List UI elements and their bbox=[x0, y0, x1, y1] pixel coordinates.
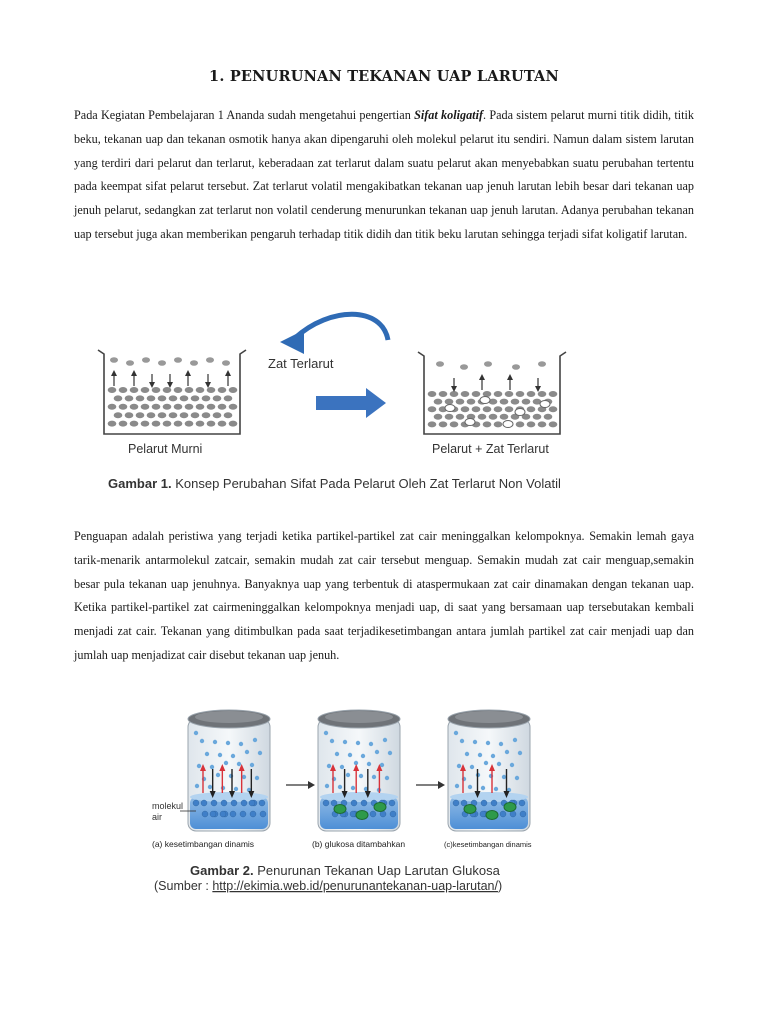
solvent-particle bbox=[456, 414, 465, 420]
solvent-particle bbox=[500, 399, 509, 405]
vapor-molecule bbox=[454, 731, 458, 735]
vapor-molecule bbox=[473, 740, 477, 744]
vapor-molecule bbox=[195, 784, 199, 788]
solvent-particle bbox=[191, 395, 200, 401]
solvent-particle bbox=[119, 421, 128, 427]
solvent-particle bbox=[434, 399, 443, 405]
curved-arrow-icon bbox=[295, 314, 388, 340]
vapor-molecule bbox=[518, 751, 522, 755]
paragraph-intro-rest: . Pada sistem pelarut murni titik didih, titik beku, tekanan uap dan tekanan osmotik hanya akan dipengaruhi oleh molekul pelarut itu sendiri. Namun dalam sistem larutan yang terdiri dari pelarut dan terlarut, keberadaan zat terlarut dalam suatu pelarut akan menyebabkan suatu perubahan tertentu pada keempat sifat pelarut tersebut. Zat terlarut volatil mengakibatkan tekanan uap jenuh larutan lebih besar dari tekanan uap jenuh pelarut, sedangkan zat terlarut non volatil cenderung menurunkan tekanan uap jenuh larutan. Adanya perubahan tekanan uap tersebut juga akan memberikan pengaruh terhadap titik didih dan titik beku larutan sehingga terjadi sifat koligatif larutan. bbox=[74, 108, 694, 241]
solvent-particle bbox=[527, 391, 536, 397]
panel-label-b: (b) glukosa ditambahkan bbox=[312, 839, 406, 849]
water-molecule bbox=[351, 800, 357, 806]
water-molecule bbox=[202, 811, 208, 817]
vapor-molecule bbox=[367, 762, 371, 766]
vapor-molecule bbox=[494, 787, 498, 791]
solvent-particle bbox=[152, 404, 161, 410]
solute-particle bbox=[445, 405, 455, 412]
water-surface bbox=[450, 792, 528, 802]
vapor-molecule bbox=[327, 764, 331, 768]
solvent-particle bbox=[505, 391, 514, 397]
solvent-particle bbox=[174, 421, 183, 427]
vapor-molecule bbox=[455, 784, 459, 788]
label-pelarut-zat-terlarut: Pelarut + Zat Terlarut bbox=[432, 442, 549, 456]
vapor-molecule bbox=[239, 742, 243, 746]
solvent-particle bbox=[114, 412, 123, 418]
water-molecule bbox=[211, 800, 217, 806]
solvent-particle bbox=[174, 404, 183, 410]
vapor-molecule bbox=[383, 738, 387, 742]
vapor-molecule bbox=[343, 740, 347, 744]
solvent-particle bbox=[483, 406, 492, 412]
solvent-particle bbox=[218, 404, 227, 410]
term-sifat-koligatif: Sifat koligatif bbox=[414, 108, 484, 122]
water-molecule bbox=[231, 800, 237, 806]
panel-label-a: (a) kesetimbangan dinamis bbox=[152, 839, 255, 849]
vapor-molecule bbox=[468, 785, 472, 789]
glucose-molecule bbox=[486, 811, 498, 820]
solvent-particle bbox=[527, 406, 536, 412]
solvent-particle bbox=[136, 412, 145, 418]
solvent-particle bbox=[174, 387, 183, 393]
vapor-molecule bbox=[245, 750, 249, 754]
vapor-molecule bbox=[242, 775, 246, 779]
figure-1-caption-label: Gambar 1. bbox=[108, 476, 172, 491]
label-pelarut-murni: Pelarut Murni bbox=[128, 442, 203, 456]
solvent-particle bbox=[202, 395, 211, 401]
vapor-molecule bbox=[226, 741, 230, 745]
vapor-particle bbox=[512, 364, 520, 370]
vapor-molecule bbox=[460, 739, 464, 743]
vapor-molecule bbox=[502, 775, 506, 779]
water-surface bbox=[190, 792, 268, 802]
water-molecule bbox=[350, 811, 356, 817]
glucose-molecule bbox=[334, 805, 346, 814]
vapor-arrowhead-icon bbox=[535, 386, 541, 392]
solvent-particle bbox=[494, 421, 503, 427]
solvent-particle bbox=[108, 387, 117, 393]
solvent-particle bbox=[158, 412, 167, 418]
solvent-particle bbox=[152, 421, 161, 427]
vapor-molecule bbox=[478, 753, 482, 757]
vapor-molecule bbox=[470, 765, 474, 769]
solvent-particle bbox=[533, 414, 542, 420]
solvent-particle bbox=[213, 412, 222, 418]
figure-2-caption bbox=[190, 863, 501, 878]
solvent-particle bbox=[467, 399, 476, 405]
solvent-particle bbox=[461, 406, 470, 412]
solvent-particle bbox=[141, 421, 150, 427]
vapor-arrowhead-icon bbox=[225, 370, 231, 376]
vapor-molecule bbox=[250, 763, 254, 767]
solvent-particle bbox=[428, 406, 437, 412]
jar-a bbox=[188, 710, 270, 831]
solvent-particle bbox=[185, 387, 194, 393]
water-molecule bbox=[500, 811, 506, 817]
solvent-particle bbox=[169, 395, 178, 401]
solvent-particle bbox=[224, 412, 233, 418]
source-suffix: ) bbox=[497, 879, 503, 893]
solvent-particle bbox=[494, 391, 503, 397]
water-molecule bbox=[370, 811, 376, 817]
beaker-pure-solvent bbox=[98, 350, 246, 434]
solvent-particle bbox=[229, 421, 238, 427]
vapor-molecule bbox=[200, 739, 204, 743]
solvent-particle bbox=[511, 399, 520, 405]
glucose-molecule bbox=[356, 811, 368, 820]
water-molecule bbox=[390, 811, 396, 817]
jar-b bbox=[318, 710, 400, 831]
solvent-particle bbox=[180, 412, 189, 418]
solvent-particle bbox=[169, 412, 178, 418]
solute-particle bbox=[515, 409, 525, 416]
vapor-arrowhead-icon bbox=[131, 370, 137, 376]
vapor-molecule bbox=[351, 786, 355, 790]
vapor-molecule bbox=[205, 752, 209, 756]
solvent-particle bbox=[163, 421, 172, 427]
vapor-molecule bbox=[325, 784, 329, 788]
vapor-molecule bbox=[465, 752, 469, 756]
vapor-molecule bbox=[237, 762, 241, 766]
vapor-particle bbox=[460, 364, 468, 370]
paragraph-penguapan: Penguapan adalah peristiwa yang terjadi ketika partikel-partikel zat cair meninggalkan kelompoknya. Semakin lemah gaya tarik-menarik antarmolekul zatcair, semakin mudah zat cair tersebut menguap. Semakin mudah zat cair menguap,semakin besar pula tekanan uap jenuhnya. Banyaknya uap yang terbentuk di ataspermukaan zat cair dinamakan dengan tekanan uap. Ketika partikel-partikel zat cairmeninggalkan kelompoknya menjadi uap, di saat yang bersamaan uap tersebutakan kembali menjadi zat cair. Tekanan yang ditimbulkan pada saat terjadikesetimbangan antara jumlah partikel zat cair menjadi uap dan jumlah uap menjadizat cair disebut tekanan uap jenuh. bbox=[74, 529, 694, 662]
solvent-particle bbox=[130, 404, 139, 410]
solvent-particle bbox=[130, 421, 139, 427]
vapor-particle bbox=[190, 360, 198, 366]
solvent-particle bbox=[114, 395, 123, 401]
vapor-arrowhead-icon bbox=[149, 382, 155, 388]
vapor-molecule bbox=[497, 762, 501, 766]
vapor-molecule bbox=[218, 753, 222, 757]
source-link[interactable]: http://ekimia.web.id/penurunantekanan-uap-larutan/ bbox=[212, 879, 498, 893]
solvent-particle bbox=[439, 421, 448, 427]
vapor-molecule bbox=[513, 738, 517, 742]
glucose-molecule bbox=[464, 805, 476, 814]
solvent-particle bbox=[125, 395, 134, 401]
solvent-particle bbox=[549, 406, 558, 412]
vapor-particle bbox=[206, 357, 214, 363]
vapor-particle bbox=[158, 360, 166, 366]
vapor-molecule bbox=[324, 731, 328, 735]
solvent-particle bbox=[136, 395, 145, 401]
vapor-molecule bbox=[253, 738, 257, 742]
water-molecule bbox=[250, 811, 256, 817]
solvent-particle bbox=[229, 404, 238, 410]
solute-particle bbox=[465, 419, 475, 426]
water-molecule bbox=[323, 800, 329, 806]
water-molecule bbox=[491, 800, 497, 806]
figure-2-source bbox=[154, 879, 502, 893]
solvent-particle bbox=[152, 387, 161, 393]
solvent-particle bbox=[472, 406, 481, 412]
solvent-particle bbox=[108, 421, 117, 427]
vapor-molecule bbox=[510, 763, 514, 767]
vapor-particle bbox=[142, 357, 150, 363]
water-surface bbox=[320, 792, 398, 802]
solvent-particle bbox=[472, 391, 481, 397]
figure-2-illustration bbox=[140, 705, 570, 900]
solvent-particle bbox=[483, 421, 492, 427]
jar-lid-top bbox=[455, 711, 523, 723]
vapor-molecule bbox=[213, 740, 217, 744]
vapor-particle bbox=[174, 357, 182, 363]
solvent-particle bbox=[549, 391, 558, 397]
vapor-molecule bbox=[335, 752, 339, 756]
water-molecule bbox=[201, 800, 207, 806]
water-molecule bbox=[210, 811, 216, 817]
glucose-molecule bbox=[374, 803, 386, 812]
solvent-particle bbox=[494, 406, 503, 412]
water-molecule bbox=[240, 811, 246, 817]
figure-1-caption-text: Konsep Perubahan Sifat Pada Pelarut Oleh Zat Terlarut Non Volatil bbox=[171, 476, 561, 491]
vapor-molecule bbox=[346, 773, 350, 777]
solvent-particle bbox=[218, 421, 227, 427]
solvent-particle bbox=[538, 421, 547, 427]
vapor-molecule bbox=[499, 742, 503, 746]
solvent-particle bbox=[185, 421, 194, 427]
solvent-particle bbox=[544, 414, 553, 420]
solute-particle bbox=[540, 401, 550, 408]
water-molecule bbox=[480, 811, 486, 817]
vapor-molecule bbox=[194, 731, 198, 735]
vapor-molecule bbox=[515, 776, 519, 780]
jar-lid-top bbox=[325, 711, 393, 723]
solvent-particle bbox=[516, 391, 525, 397]
vapor-molecule bbox=[348, 753, 352, 757]
solvent-particle bbox=[527, 421, 536, 427]
vapor-molecule bbox=[375, 750, 379, 754]
vapor-molecule bbox=[208, 785, 212, 789]
solvent-particle bbox=[445, 399, 454, 405]
vapor-molecule bbox=[457, 764, 461, 768]
solvent-particle bbox=[445, 414, 454, 420]
figure-1-caption bbox=[108, 476, 561, 491]
glucose-molecule bbox=[504, 803, 516, 812]
figure-2-caption-text: Penurunan Tekanan Uap Larutan Glukosa bbox=[253, 863, 500, 878]
right-arrow-icon bbox=[316, 388, 386, 418]
vapor-molecule bbox=[505, 750, 509, 754]
figure-2-caption-label: Gambar 2. bbox=[190, 863, 254, 878]
solvent-particle bbox=[213, 395, 222, 401]
water-molecule bbox=[259, 800, 265, 806]
vapor-molecule bbox=[486, 741, 490, 745]
solvent-particle bbox=[202, 412, 211, 418]
vapor-molecule bbox=[481, 786, 485, 790]
solvent-particle bbox=[207, 404, 216, 410]
vapor-particle bbox=[222, 360, 230, 366]
solvent-particle bbox=[147, 395, 156, 401]
vapor-molecule bbox=[330, 739, 334, 743]
solvent-particle bbox=[224, 395, 233, 401]
vapor-molecule bbox=[340, 765, 344, 769]
vapor-molecule bbox=[197, 764, 201, 768]
solvent-particle bbox=[130, 387, 139, 393]
water-molecule bbox=[520, 811, 526, 817]
solvent-particle bbox=[229, 387, 238, 393]
vapor-molecule bbox=[210, 765, 214, 769]
curved-arrowhead-icon bbox=[280, 330, 304, 354]
solvent-particle bbox=[428, 421, 437, 427]
solvent-particle bbox=[461, 391, 470, 397]
water-molecule bbox=[221, 800, 227, 806]
vapor-molecule bbox=[234, 787, 238, 791]
solvent-particle bbox=[500, 414, 509, 420]
water-molecule bbox=[389, 800, 395, 806]
solvent-particle bbox=[196, 421, 205, 427]
arrow-a-to-b-icon bbox=[286, 781, 315, 789]
vapor-arrowhead-icon bbox=[185, 370, 191, 376]
vapor-arrowhead-icon bbox=[479, 374, 485, 380]
paragraph-intro-start: Pada Kegiatan Pembelajaran 1 Ananda sudah mengetahui pengertian bbox=[74, 108, 415, 122]
vapor-particle bbox=[436, 361, 444, 367]
solvent-particle bbox=[163, 404, 172, 410]
solvent-particle bbox=[185, 404, 194, 410]
solute-particle bbox=[480, 397, 490, 404]
paragraph-intro bbox=[74, 104, 694, 247]
vapor-molecule bbox=[388, 751, 392, 755]
water-molecule bbox=[481, 800, 487, 806]
water-molecule bbox=[260, 811, 266, 817]
document-title: 1. PENURUNAN TEKANAN UAP LARUTAN bbox=[209, 68, 559, 85]
water-molecule bbox=[220, 811, 226, 817]
vapor-arrowhead-icon bbox=[451, 386, 457, 392]
solvent-particle bbox=[207, 421, 216, 427]
solvent-particle bbox=[196, 404, 205, 410]
solvent-particle bbox=[141, 404, 150, 410]
vapor-arrowhead-icon bbox=[111, 370, 117, 376]
solvent-particle bbox=[119, 387, 128, 393]
solvent-particle bbox=[125, 412, 134, 418]
vapor-particle bbox=[538, 361, 546, 367]
solvent-particle bbox=[456, 399, 465, 405]
vapor-molecule bbox=[224, 761, 228, 765]
vapor-molecule bbox=[385, 776, 389, 780]
arrow-b-to-c-icon bbox=[416, 781, 445, 789]
solute-particle bbox=[503, 421, 513, 428]
vapor-molecule bbox=[356, 741, 360, 745]
source-prefix: (Sumber : bbox=[154, 879, 213, 893]
solvent-particle bbox=[158, 395, 167, 401]
vapor-molecule bbox=[359, 774, 363, 778]
solvent-particle bbox=[549, 421, 558, 427]
solvent-particle bbox=[489, 414, 498, 420]
water-molecule bbox=[241, 800, 247, 806]
solvent-particle bbox=[147, 412, 156, 418]
vapor-molecule bbox=[369, 742, 373, 746]
vapor-molecule bbox=[372, 775, 376, 779]
solvent-particle bbox=[108, 404, 117, 410]
label-molekul: molekul bbox=[152, 801, 184, 811]
solvent-particle bbox=[522, 399, 531, 405]
solvent-particle bbox=[439, 391, 448, 397]
vapor-molecule bbox=[255, 776, 259, 780]
solvent-particle bbox=[191, 412, 200, 418]
vapor-molecule bbox=[231, 754, 235, 758]
vapor-molecule bbox=[491, 754, 495, 758]
solvent-particle bbox=[516, 421, 525, 427]
vapor-particle bbox=[126, 360, 134, 366]
solvent-particle bbox=[505, 406, 514, 412]
solvent-particle bbox=[218, 387, 227, 393]
label-air: air bbox=[152, 812, 163, 822]
vapor-particle bbox=[484, 361, 492, 367]
solvent-particle bbox=[538, 391, 547, 397]
vapor-particle bbox=[110, 357, 118, 363]
jar-c bbox=[448, 710, 530, 831]
figure-1-illustration bbox=[90, 308, 610, 498]
water-molecule bbox=[193, 800, 199, 806]
label-zat-terlarut: Zat Terlarut bbox=[268, 356, 334, 371]
water-molecule bbox=[361, 800, 367, 806]
vapor-molecule bbox=[361, 754, 365, 758]
solvent-particle bbox=[478, 414, 487, 420]
solvent-particle bbox=[428, 391, 437, 397]
solvent-particle bbox=[450, 421, 459, 427]
vapor-molecule bbox=[338, 785, 342, 789]
solvent-particle bbox=[434, 414, 443, 420]
water-molecule bbox=[249, 800, 255, 806]
solvent-particle bbox=[180, 395, 189, 401]
water-molecule bbox=[230, 811, 236, 817]
vapor-molecule bbox=[484, 761, 488, 765]
water-molecule bbox=[519, 800, 525, 806]
vapor-molecule bbox=[258, 751, 262, 755]
solvent-particle bbox=[119, 404, 128, 410]
beaker-solution bbox=[418, 352, 566, 434]
vapor-arrowhead-icon bbox=[507, 374, 513, 380]
water-molecule bbox=[453, 800, 459, 806]
solvent-particle bbox=[196, 387, 205, 393]
panel-label-c: (c)kesetimbangan dinamis bbox=[444, 840, 532, 849]
vapor-molecule bbox=[216, 773, 220, 777]
jar-lid-top bbox=[195, 711, 263, 723]
solvent-particle bbox=[141, 387, 150, 393]
